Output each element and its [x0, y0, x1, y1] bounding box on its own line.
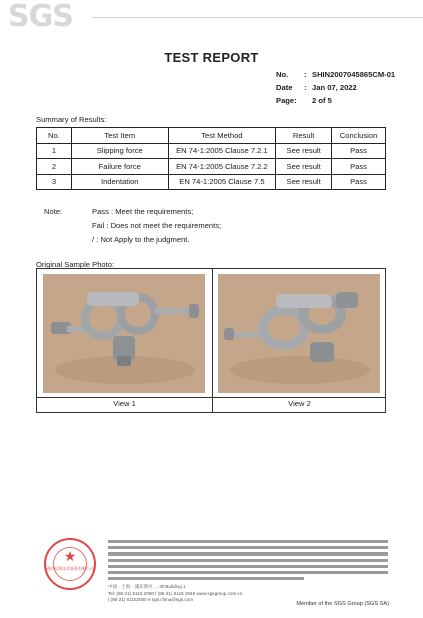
cell-test-item: Failure force — [71, 159, 168, 175]
report-meta — [276, 68, 395, 107]
sample-photo-view-2 — [218, 274, 380, 393]
note-item-pass: Pass : Meet the requirements; — [92, 207, 194, 216]
footer-address-line: t (86-21) 61152000 e sgs.china@sgs.com — [108, 597, 194, 602]
results-table — [36, 127, 386, 190]
footer-address-line: Tel: (86-21) 6115 2000 f (86-21) 6115 2045 www.sgsgroup.com.cn — [108, 590, 243, 596]
seal-text: 通标标准技术服务有限公司 — [46, 566, 94, 571]
note-item-na: / : Not Apply to the judgment. — [92, 235, 190, 244]
meta-page-key: Page: — [276, 96, 297, 105]
summary-label: Summary of Results: — [36, 115, 107, 124]
note-items — [92, 207, 221, 249]
meta-number-value: SHIN2007045865CM-01 — [312, 70, 396, 79]
table-row — [37, 159, 386, 175]
cell-test-method: EN 74-1:2005 Clause 7.5 — [168, 174, 276, 190]
cell-conclusion: Pass — [332, 159, 386, 175]
cell-test-item: Slipping force — [71, 143, 168, 159]
cell-result: See result — [276, 159, 332, 175]
table-row — [37, 143, 386, 159]
header-rule — [92, 17, 423, 18]
meta-number-sep: : — [304, 70, 307, 79]
note-label: Note: — [44, 207, 63, 216]
column-divider — [212, 269, 213, 412]
cell-result: See result — [276, 143, 332, 159]
cell-no: 1 — [37, 143, 72, 159]
header-no: No. — [37, 128, 72, 144]
meta-date-sep: : — [304, 83, 307, 92]
header-test-item: Test Item — [71, 128, 168, 144]
meta-row-date — [276, 81, 395, 94]
cell-conclusion: Pass — [332, 143, 386, 159]
meta-date-key: Date — [276, 83, 293, 92]
caption-divider — [37, 397, 385, 398]
cell-conclusion: Pass — [332, 174, 386, 190]
company-seal — [44, 538, 96, 590]
seal-star-icon: ★ — [63, 548, 77, 564]
caption-view-2: View 2 — [288, 399, 311, 408]
cell-no: 3 — [37, 174, 72, 190]
cell-test-method: EN 74-1:2005 Clause 7.2.2 — [168, 159, 276, 175]
cell-test-item: Indentation — [71, 174, 168, 190]
cell-test-method: EN 74-1:2005 Clause 7.2.1 — [168, 143, 276, 159]
table-header-row — [37, 128, 386, 144]
cell-no: 2 — [37, 159, 72, 175]
note-item-fail: Fail : Does not meet the requirements; — [92, 221, 222, 230]
caption-view-1: View 1 — [113, 399, 136, 408]
table-row — [37, 174, 386, 190]
header-result: Result — [276, 128, 332, 144]
header-test-method: Test Method — [168, 128, 276, 144]
meta-number-key: No. — [276, 70, 289, 79]
member-statement: Member of the SGS Group (SGS SA) — [296, 601, 389, 607]
footer-terms-text — [108, 540, 388, 583]
photo-section-label: Original Sample Photo: — [36, 260, 115, 269]
sample-photo-view-1 — [43, 274, 205, 393]
cell-result: See result — [276, 174, 332, 190]
photo-table — [36, 268, 386, 413]
footer-address-line: 中国 · 上海 · 浦东新区 ... 3F,Building 1 — [108, 584, 186, 589]
meta-row-page — [276, 94, 395, 107]
meta-page-value: 2 of 5 — [312, 96, 332, 105]
report-title: TEST REPORT — [164, 50, 259, 65]
meta-date-value: Jan 07, 2022 — [312, 83, 357, 92]
header-conclusion: Conclusion — [332, 128, 386, 144]
meta-row-number — [276, 68, 395, 81]
sgs-logo: SGS — [8, 0, 73, 34]
